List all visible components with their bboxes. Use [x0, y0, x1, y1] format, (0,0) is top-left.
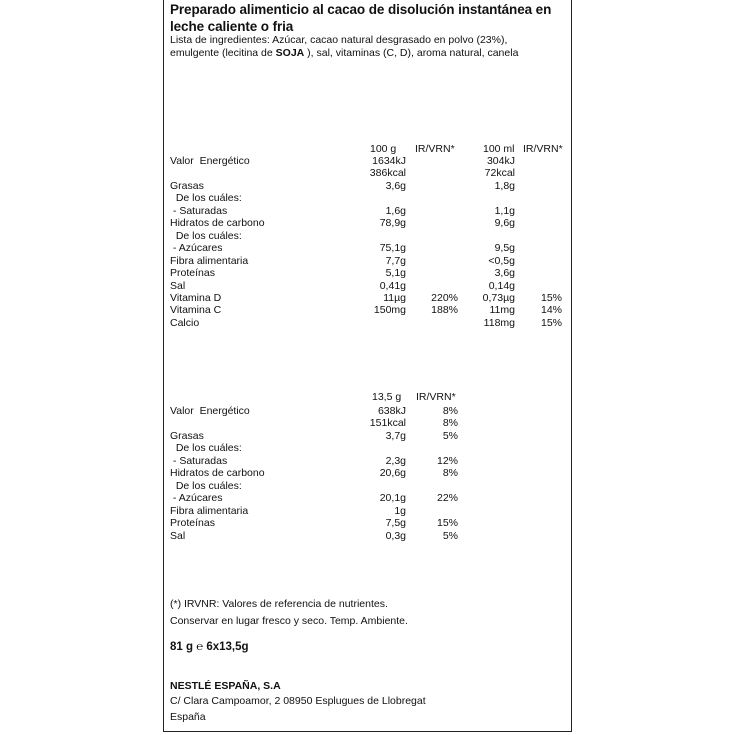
company-address: C/ Clara Campoamor, 2 08950 Esplugues de Llobregat [170, 695, 426, 707]
t1-row-value-100g: 5,1g [385, 267, 406, 279]
ingredients-line2-post: ), sal, vitaminas (C, D), aroma natural, canela [304, 47, 519, 59]
t1-row-value-100g: 386kcal [369, 167, 406, 179]
ingredients-allergen: SOJA [275, 47, 305, 59]
storage-note: Conservar en lugar fresco y seco. Temp. Ambiente. [170, 615, 408, 627]
t2-row-value: 20,1g [379, 492, 406, 504]
t1-header-100ml: 100 ml [483, 143, 515, 155]
ingredients-line1: Lista de ingredientes: Azúcar, cacao natural desgrasado en polvo (23%), [170, 34, 508, 46]
t2-row-pct: 22% [436, 492, 458, 504]
t1-row-value-100ml: 9,5g [494, 242, 515, 254]
t1-row-label: Hidratos de carbono [170, 217, 265, 229]
t1-row-value-100g: 11µg [383, 292, 406, 304]
t2-row-label: Proteínas [170, 517, 215, 529]
ingredients-line2-pre: emulgente (lecitina de [170, 47, 276, 59]
t2-row-value: 151kcal [369, 417, 406, 429]
t1-row-label: - Saturadas [170, 205, 228, 217]
t2-row-pct: 5% [442, 430, 458, 442]
portions-value: 6x13,5g [206, 641, 249, 653]
t1-row-label: Vitamina C [170, 304, 222, 316]
t1-row-label: De los cuáles: [170, 192, 242, 204]
t2-row-label: Valor Energético [170, 405, 250, 417]
t2-row-pct: 12% [436, 455, 458, 467]
t1-row-label: - Azúcares [170, 242, 223, 254]
t2-row-value: 7,5g [385, 517, 406, 529]
t2-row-label: Fibra alimentaria [170, 505, 249, 517]
t2-row-label: De los cuáles: [170, 480, 242, 492]
t1-row-value-100ml: 0,73µg [482, 292, 515, 304]
t1-row-value-100ml: 1,8g [494, 180, 515, 192]
t2-row-pct: 8% [442, 417, 458, 429]
t2-header-irvrn: IR/VRN* [416, 391, 456, 403]
t2-row-value: 2,3g [385, 455, 406, 467]
t1-row-value-100ml: 1,1g [494, 205, 515, 217]
t1-row-label: Calcio [170, 317, 200, 329]
t1-row-value-100ml: 11mg [489, 304, 515, 316]
ingredients-line2 [170, 47, 518, 59]
t2-row-label: - Azúcares [170, 492, 223, 504]
t2-row-pct: 15% [436, 517, 458, 529]
t1-row-pct-100g: 188% [431, 304, 458, 316]
t1-row-value-100ml: 3,6g [494, 267, 515, 279]
t1-row-value-100g: 1,6g [385, 205, 406, 217]
t2-header-portion: 13,5 g [372, 391, 402, 403]
t1-row-label: Sal [170, 280, 186, 292]
t1-row-label: Proteínas [170, 267, 215, 279]
company-name: NESTLÉ ESPAÑA, S.A [170, 680, 281, 692]
t2-row-label: Hidratos de carbono [170, 467, 265, 479]
estimated-sign: ℮ [196, 641, 204, 653]
product-title-line2: leche caliente o fria [170, 19, 294, 34]
t2-row-label: Grasas [170, 430, 204, 442]
t1-row-value-100ml: 9,6g [494, 217, 515, 229]
t1-row-value-100g: 7,7g [385, 255, 406, 267]
t2-row-pct: 8% [442, 467, 458, 479]
t2-row-value: 20,6g [379, 467, 406, 479]
t2-row-label: - Saturadas [170, 455, 228, 467]
t1-header-irvrn-2: IR/VRN* [523, 143, 563, 155]
t1-header-100g: 100 g [370, 143, 397, 155]
t1-row-value-100g: 75,1g [379, 242, 406, 254]
company-country: España [170, 711, 206, 723]
t1-row-value-100g: 3,6g [385, 180, 406, 192]
t1-row-pct-100ml: 15% [540, 292, 562, 304]
t1-row-label: Fibra alimentaria [170, 255, 249, 267]
t2-row-value: 638kJ [377, 405, 406, 417]
t1-row-value-100g: 78,9g [379, 217, 406, 229]
t1-row-pct-100ml: 14% [540, 304, 562, 316]
t1-row-value-100g: 1634kJ [372, 155, 406, 167]
t1-row-value-100ml: 304kJ [486, 155, 515, 167]
t1-row-value-100g: 150mg [373, 304, 406, 316]
t1-row-value-100g: 0,41g [379, 280, 406, 292]
t2-row-label: Sal [170, 530, 186, 542]
t2-row-value: 0,3g [385, 530, 406, 542]
t1-header-irvrn-1: IR/VRN* [415, 143, 455, 155]
net-weight [170, 641, 249, 653]
t1-row-label: Grasas [170, 180, 204, 192]
t2-row-label: De los cuáles: [170, 442, 242, 454]
t1-row-label: De los cuáles: [170, 230, 242, 242]
t1-row-value-100ml: 118mg [483, 317, 515, 329]
t1-row-label: Valor Energético [170, 155, 250, 167]
t1-row-value-100ml: 0,14g [488, 280, 515, 292]
t2-row-pct: 8% [442, 405, 458, 417]
t1-row-pct-100g: 220% [431, 292, 458, 304]
product-title-line1: Preparado alimenticio al cacao de disolución instantánea en [170, 2, 552, 17]
t2-row-value: 1g [394, 505, 406, 517]
t1-row-label: Vitamina D [170, 292, 222, 304]
weight-value: 81 g [170, 641, 194, 653]
t1-row-value-100ml: <0,5g [488, 255, 515, 267]
t2-row-value: 3,7g [385, 430, 406, 442]
reference-note: (*) IRVNR: Valores de referencia de nutrientes. [170, 598, 388, 610]
t2-row-pct: 5% [442, 530, 458, 542]
t1-row-pct-100ml: 15% [540, 317, 562, 329]
t1-row-value-100ml: 72kcal [484, 167, 515, 179]
